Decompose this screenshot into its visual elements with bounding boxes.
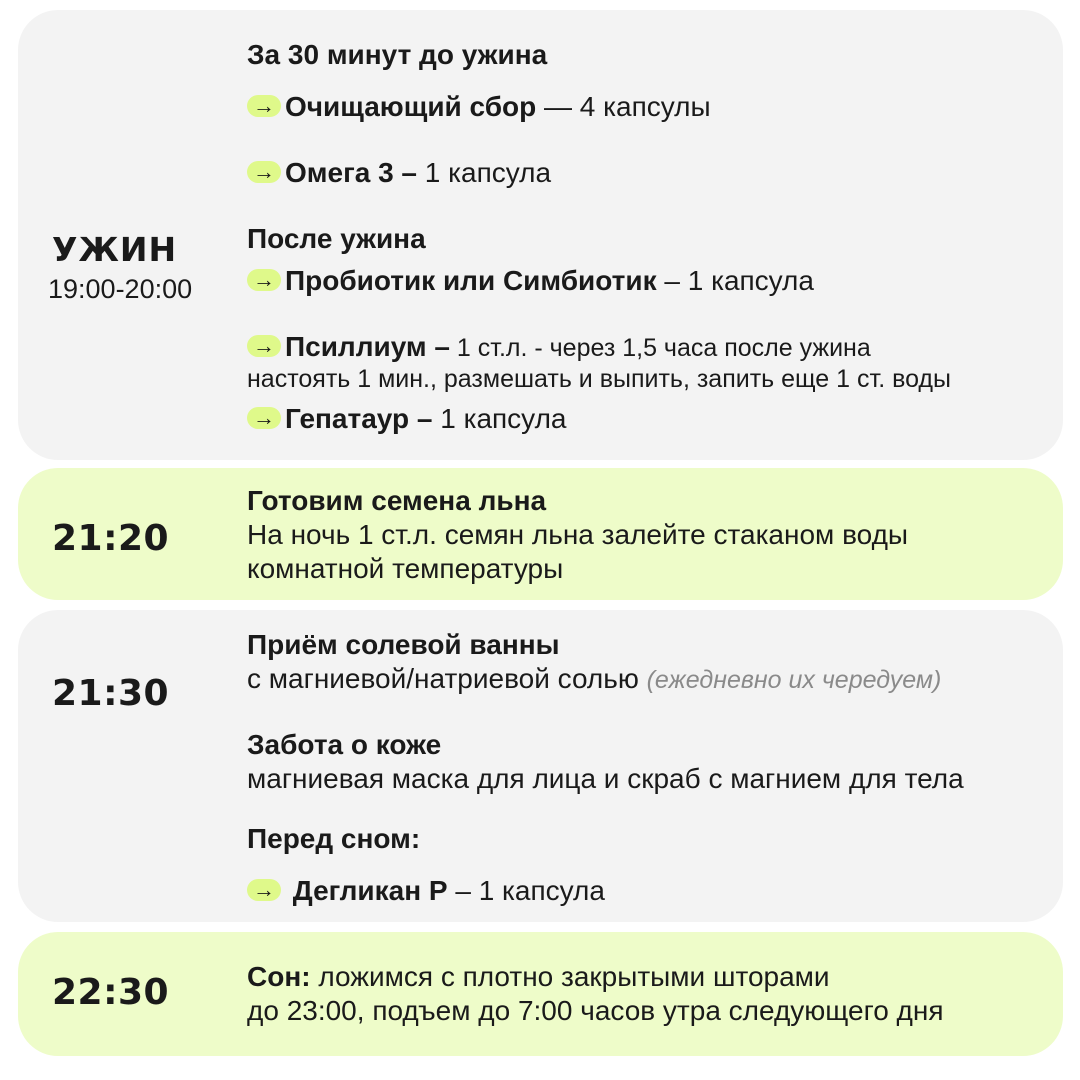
arrow-right-icon: → [247, 879, 281, 901]
arrow-right-icon: → [247, 95, 281, 117]
list-item: → Очищающий сбор — 4 капсулы [247, 90, 711, 124]
sleep-label: Сон: [247, 961, 311, 992]
skin-heading: Забота о коже [247, 729, 442, 760]
sleep-card [18, 932, 1063, 1056]
list-item: → Дегликан Р – 1 капсула [247, 874, 605, 908]
bath-note: (ежедневно их чередуем) [646, 666, 942, 694]
psyllium-note: настоять 1 мин., размешать и выпить, запить еще 1 ст. воды [247, 365, 951, 393]
before-dinner-heading: За 30 минут до ужина [247, 39, 548, 70]
list-item: → Гепатаур – 1 капсула [247, 402, 566, 436]
bath-heading: Приём солевой ванны [247, 629, 560, 660]
arrow-right-icon: → [247, 335, 281, 357]
list-item: → Омега 3 – 1 капсула [247, 156, 551, 190]
skin-line: магниевая маска для лица и скраб с магнием для тела [247, 763, 964, 794]
arrow-right-icon: → [247, 161, 281, 183]
arrow-right-icon: → [247, 407, 281, 429]
flax-line-2: комнатной температуры [247, 553, 564, 584]
flax-card [18, 468, 1063, 600]
flax-time: 21:20 [52, 518, 170, 559]
dinner-card [18, 10, 1063, 460]
bath-line-1: с магниевой/натриевой солью (ежедневно их чередуем) [247, 663, 942, 694]
sleep-line-2: до 23:00, подъем до 7:00 часов утра следующего дня [247, 995, 944, 1026]
flax-line-1: На ночь 1 ст.л. семян льна залейте стаканом воды [247, 519, 909, 550]
bath-time: 21:30 [52, 673, 170, 714]
sleep-time: 22:30 [52, 972, 170, 1013]
list-item: → Псиллиум – 1 ст.л. - через 1,5 часа после ужина [247, 330, 871, 365]
dinner-time: 19:00-20:00 [48, 274, 193, 304]
after-dinner-heading: После ужина [247, 223, 426, 254]
dinner-title: УЖИН [52, 230, 178, 269]
flax-heading: Готовим семена льна [247, 485, 547, 516]
list-item: → Пробиотик или Симбиотик – 1 капсула [247, 264, 814, 298]
sleep-line-1: Сон: ложимся с плотно закрытыми шторами [247, 961, 830, 992]
before-sleep-heading: Перед сном: [247, 823, 421, 854]
bath-card [18, 610, 1063, 922]
arrow-right-icon: → [247, 269, 281, 291]
